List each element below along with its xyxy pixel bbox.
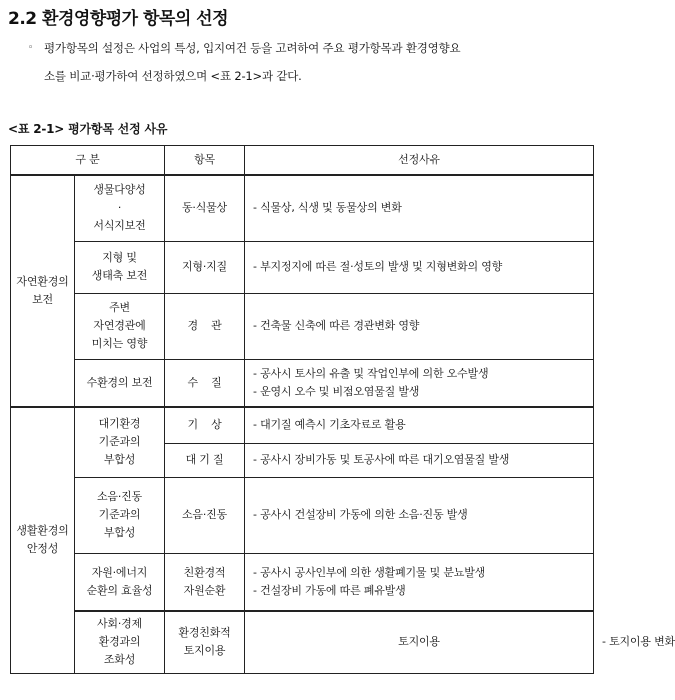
reason-cell [245, 293, 594, 359]
table-row [11, 477, 594, 553]
table-row: 사회·경제 환경과의 조화성 환경친화적 토지이용 토지이용 - 토지이용 변화 [11, 611, 594, 673]
table-row [11, 175, 594, 241]
subcategory-cell [75, 477, 165, 553]
subcategory-cell [75, 293, 165, 359]
reason-line: - 공사시 공사인부에 의한 생활폐기물 및 분뇨발생 [253, 565, 486, 579]
reason-line: - 식물상, 식생 및 동물상의 변화 [253, 201, 402, 215]
subcategory-line: 소음·진동 [96, 490, 142, 503]
group-label-line: 보전 [32, 293, 53, 306]
group-label-line: 조화성 [103, 653, 136, 667]
item-cell: 지형·지질 [165, 241, 245, 293]
subcategory-line: 지형 및 [102, 251, 137, 264]
reason-cell [245, 175, 594, 241]
item-cell: 동·식물상 [165, 175, 245, 241]
reason-line: - 공사시 장비가동 및 토공사에 따른 대기오염물질 발생 [253, 453, 510, 466]
subcategory-line: 토지이용 [183, 644, 226, 658]
subcategory-line: 부합성 [103, 453, 136, 467]
item-cell: 경 관 [165, 293, 245, 359]
intro-paragraph [30, 34, 595, 90]
reason-line: - 건설장비 가동에 따른 폐유발생 [253, 583, 406, 597]
reason-cell [245, 407, 594, 443]
subcategory-line: 부합성 [103, 526, 136, 539]
subcategory-line: 생태축 보전 [91, 269, 148, 282]
header-division: 구 분 [11, 146, 165, 176]
item-cell: 기 상 [165, 407, 245, 443]
reason-line: - 부지정지에 따른 절·성토의 발생 및 지형변화의 영향 [253, 260, 503, 273]
table-row [11, 293, 594, 359]
table-row [11, 553, 594, 611]
header-reason: 선정사유 [245, 146, 594, 176]
subcategory-line: 미치는 영향 [91, 337, 148, 350]
subcategory-line: 기준과의 [98, 435, 141, 449]
subcategory-cell [75, 175, 165, 241]
item-line: 자원순환 [183, 583, 226, 597]
reason-line: - 운영시 오수 및 비점오염물질 발생 [253, 384, 420, 398]
table-caption: <표 2-1> 평가항목 선정 사유 [8, 122, 168, 136]
subcategory-line: 자원·에너지 [91, 565, 148, 579]
subcategory-line: 생물다양성 [93, 183, 146, 197]
subcategory-line: 순환의 효율성 [86, 583, 153, 597]
group-label-line: 안정성 [26, 542, 59, 556]
group-label-line: 사회·경제 [96, 617, 142, 631]
subcategory-line: 대기환경 [98, 417, 141, 431]
bullet-icon: ◦ [28, 43, 34, 53]
item-cell: 수 질 [165, 359, 245, 407]
subcategory-cell [165, 611, 245, 673]
subcategory-line: 서식지보전 [93, 219, 146, 233]
reason-line: - 공사시 건설장비 가동에 의한 소음·진동 발생 [253, 508, 468, 521]
item-cell: 소음·진동 [165, 477, 245, 553]
section-title: 2.2 환경영향평가 항목의 선정 [8, 9, 229, 29]
subcategory-line: 자연경관에 [93, 319, 146, 332]
reason-line: - 건축물 신축에 따른 경관변화 영향 [253, 319, 420, 332]
selection-reasons-table [10, 145, 675, 674]
subcategory-cell [75, 241, 165, 293]
subcategory-cell [75, 553, 165, 611]
item-cell [165, 553, 245, 611]
table-row [11, 241, 594, 293]
reason-cell [245, 241, 594, 293]
item-cell: 대 기 질 [165, 443, 245, 477]
group-cell-nature [11, 175, 75, 407]
subcategory-line: 환경친화적 [178, 626, 231, 640]
intro-line-1: 평가항목의 설정은 사업의 특성, 입지여건 등을 고려하여 주요 평가항목과 환경영향요 [44, 41, 461, 55]
subcategory-line: 주변 [109, 301, 130, 314]
table-row [11, 359, 594, 407]
item-cell: 토지이용 [245, 611, 594, 673]
group-cell-living [11, 407, 75, 673]
intro-line-2: 소를 비교·평가하여 선정하였으며 <표 2-1>과 같다. [44, 69, 302, 83]
reason-cell [245, 443, 594, 477]
group-label-line: 생활환경의 [16, 524, 69, 538]
subcategory-line: 기준과의 [98, 508, 141, 521]
subcategory-line: · [117, 201, 122, 215]
subcategory-cell [75, 407, 165, 477]
subcategory-cell: 수환경의 보전 [75, 359, 165, 407]
table-row [11, 407, 594, 443]
header-item: 항목 [165, 146, 245, 176]
reason-line: - 공사시 토사의 유출 및 작업인부에 의한 오수발생 [253, 366, 489, 380]
reason-cell [245, 359, 594, 407]
group-cell-social [75, 611, 165, 673]
reason-cell [245, 553, 594, 611]
reason-line: - 대기질 예측시 기초자료로 활용 [253, 418, 406, 432]
reason-cell [245, 477, 594, 553]
item-line: 친환경적 [183, 565, 226, 579]
table-header-row [11, 146, 594, 176]
group-label-line: 자연환경의 [16, 275, 69, 288]
group-label-line: 환경과의 [98, 635, 141, 649]
